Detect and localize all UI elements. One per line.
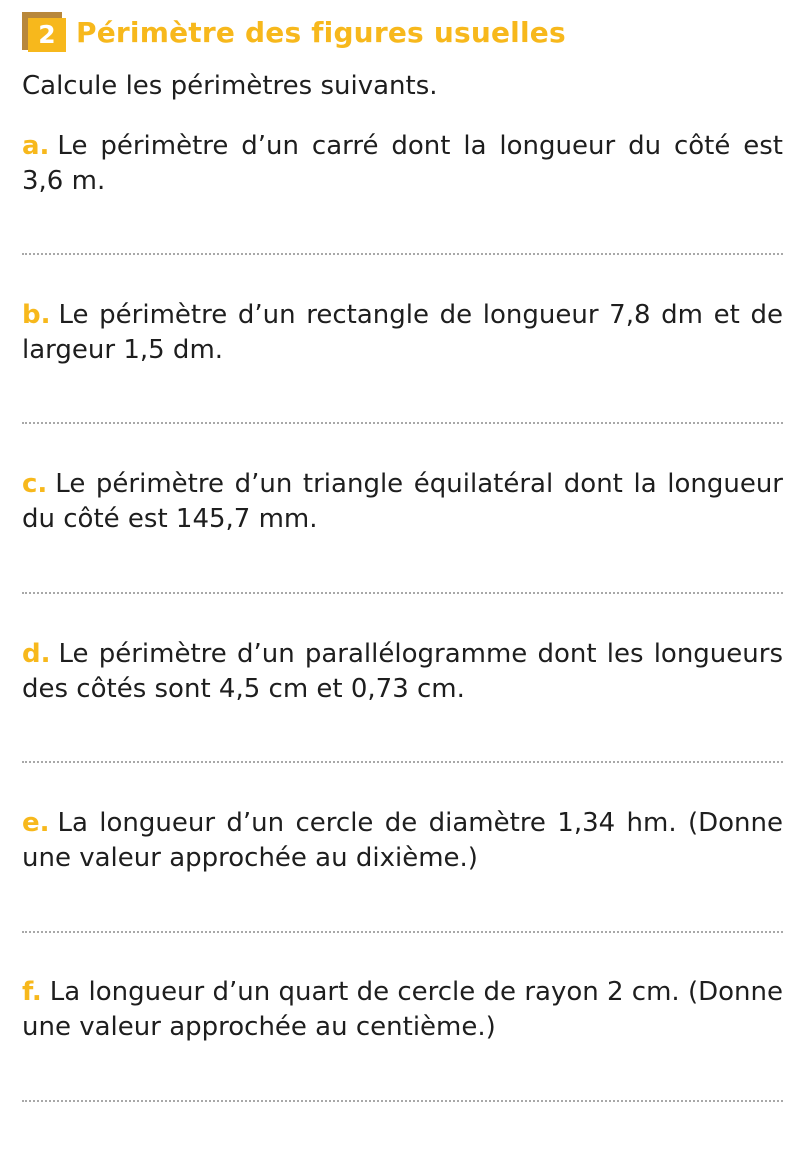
question-c-letter: c.: [22, 469, 48, 499]
question-a-text: [22, 129, 783, 199]
question-d-letter: d.: [22, 639, 51, 669]
question-d-text: [22, 637, 783, 707]
question-f-letter: f.: [22, 977, 42, 1007]
question-e-statement: La longueur d’un cercle de diamètre 1,34 hm. (Donne une valeur approchée au dixième.): [22, 808, 783, 873]
question-f-text: [22, 975, 783, 1045]
answer-line-c[interactable]: [22, 592, 783, 594]
question-d: [22, 637, 783, 707]
question-f-statement: La longueur d’un quart de cercle de rayon 2 cm. (Donne une valeur approchée au centième.): [22, 977, 783, 1042]
question-b: [22, 298, 783, 368]
answer-line-a[interactable]: [22, 253, 783, 255]
exercise-number-badge: [22, 12, 66, 52]
question-d-statement: Le périmètre d’un parallélogramme dont les longueurs des côtés sont 4,5 cm et 0,73 cm.: [22, 639, 783, 704]
exercise-instruction: Calcule les périmètres suivants.: [22, 71, 438, 101]
answer-line-d[interactable]: [22, 761, 783, 763]
question-e-letter: e.: [22, 808, 50, 838]
question-b-letter: b.: [22, 300, 51, 330]
question-c: [22, 467, 783, 537]
question-c-statement: Le périmètre d’un triangle équilatéral dont la longueur du côté est 145,7 mm.: [22, 469, 783, 534]
answer-line-e[interactable]: [22, 931, 783, 933]
exercise-number: 2: [28, 18, 66, 52]
question-f: [22, 975, 783, 1045]
question-b-statement: Le périmètre d’un rectangle de longueur 7,8 dm et de largeur 1,5 dm.: [22, 300, 783, 365]
question-a: [22, 129, 783, 199]
question-a-statement: Le périmètre d’un carré dont la longueur du côté est 3,6 m.: [22, 131, 783, 196]
question-c-text: [22, 467, 783, 537]
question-e: [22, 806, 783, 876]
exercise-header: [22, 12, 566, 52]
exercise-title: Périmètre des figures usuelles: [76, 15, 566, 49]
answer-line-b[interactable]: [22, 422, 783, 424]
answer-line-f[interactable]: [22, 1100, 783, 1102]
question-e-text: [22, 806, 783, 876]
question-a-letter: a.: [22, 131, 50, 161]
question-b-text: [22, 298, 783, 368]
